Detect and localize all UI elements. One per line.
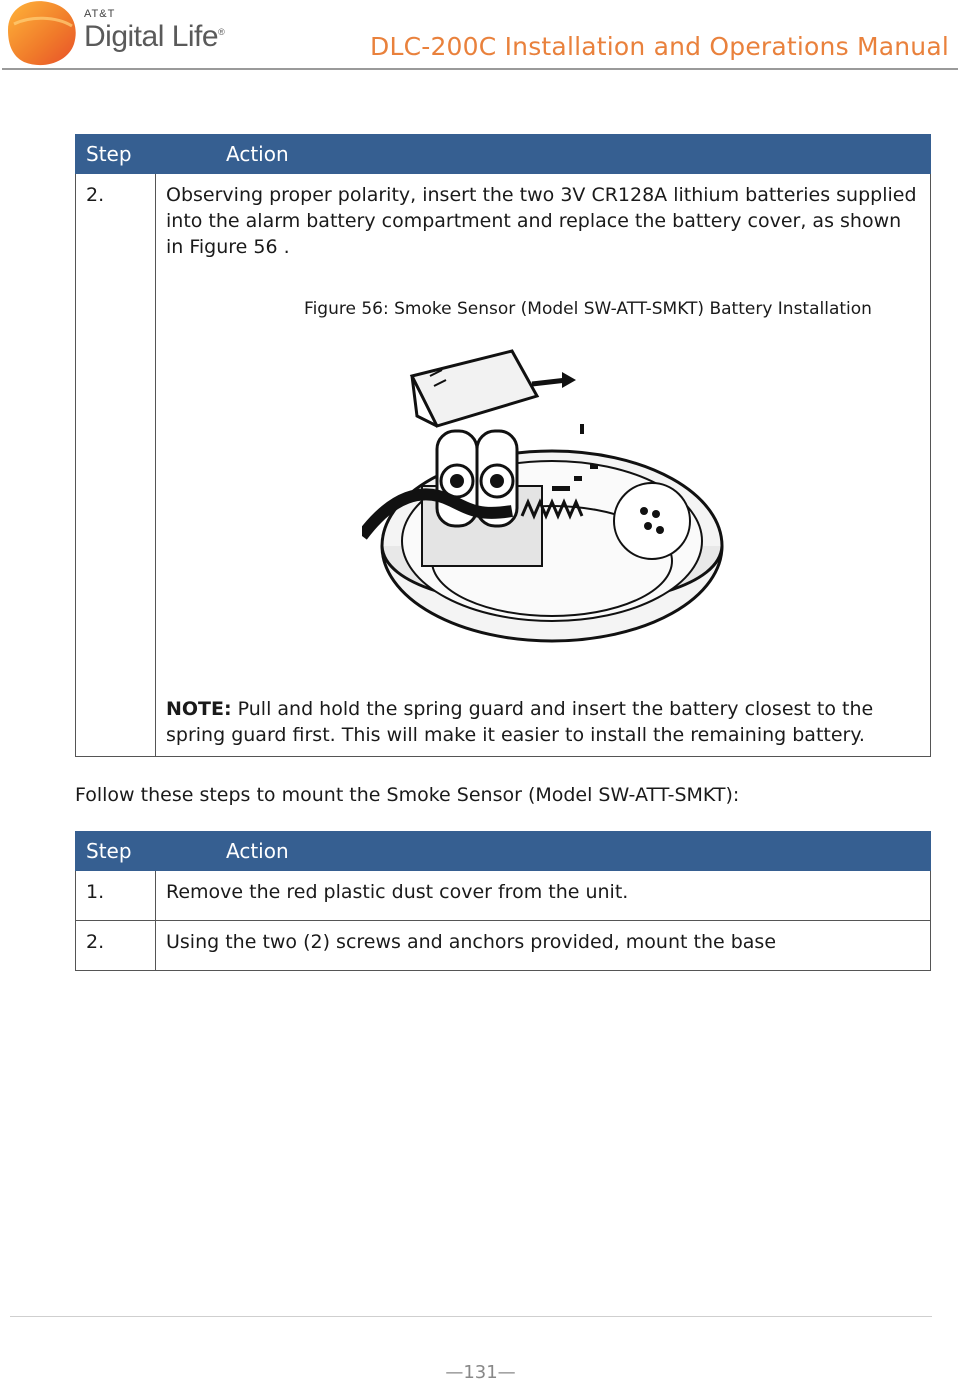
figure-caption: Figure 56: Smoke Sensor (Model SW-ATT-SMKT) Battery Installation — [304, 299, 872, 319]
step-column-header: Step — [76, 832, 156, 871]
step-number: 1. — [76, 871, 156, 921]
table-header-row — [76, 832, 931, 871]
footer-rule — [10, 1316, 932, 1317]
smoke-sensor-battery-figure — [362, 336, 742, 676]
step-column-header: Step — [76, 135, 156, 174]
battery-steps-table — [75, 134, 931, 757]
logo-digital-life-text: Digital Life® — [84, 20, 225, 53]
step-action — [156, 174, 931, 757]
table-header-row — [76, 135, 931, 174]
note-paragraph — [166, 696, 920, 748]
table-row — [76, 174, 931, 757]
step-action: Using the two (2) screws and anchors provided, mount the base — [156, 921, 931, 971]
step-action: Remove the red plastic dust cover from the unit. — [156, 871, 931, 921]
step-number: 2. — [76, 921, 156, 971]
att-digital-life-logo — [4, 0, 234, 68]
mount-steps-table — [75, 831, 931, 971]
action-column-header: Action — [156, 135, 931, 174]
page-number: —131— — [445, 1362, 516, 1383]
step-number: 2. — [76, 174, 156, 757]
header-rule — [2, 68, 958, 70]
note-label: NOTE: — [166, 698, 232, 720]
action-column-header: Action — [156, 832, 931, 871]
logo-att-text: AT&T — [84, 8, 116, 20]
globe-logo-icon — [4, 0, 84, 68]
step-text: Observing proper polarity, insert the two 3V CR128A lithium batteries supplied into the alarm battery compartment and replace the battery cover, as shown in Figure 56 . — [166, 184, 917, 258]
table-row — [76, 921, 931, 971]
note-text: Pull and hold the spring guard and insert the battery closest to the spring guard first. This will make it easier to install the remaining battery. — [166, 698, 874, 746]
page-header — [0, 0, 961, 72]
manual-title: DLC-200C Installation and Operations Manual — [370, 32, 949, 61]
follow-steps-text: Follow these steps to mount the Smoke Sensor (Model SW-ATT-SMKT): — [75, 784, 740, 806]
table-row — [76, 871, 931, 921]
